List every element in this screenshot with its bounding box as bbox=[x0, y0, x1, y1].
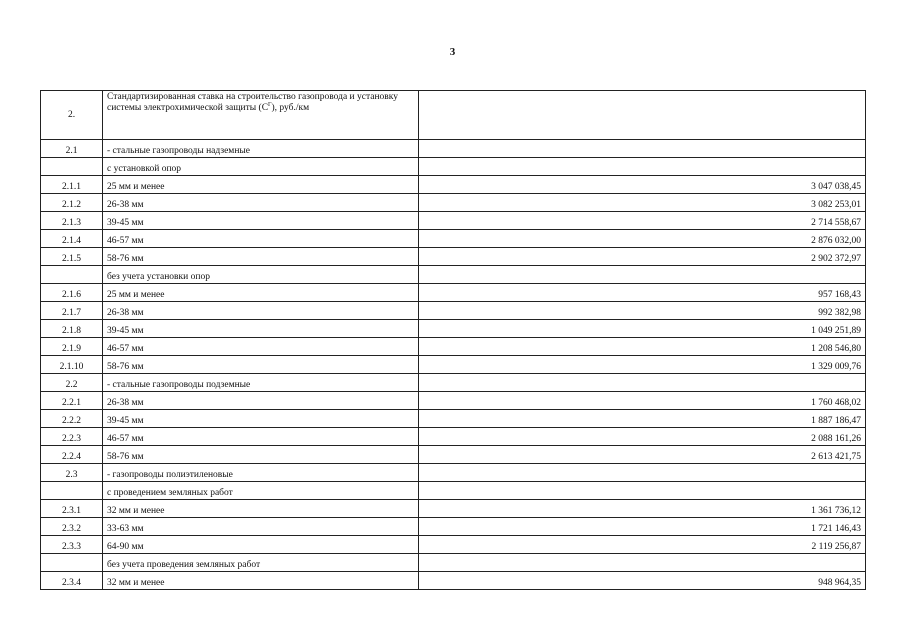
row-rate-value: 1 760 468,02 bbox=[419, 392, 866, 410]
row-rate-value bbox=[419, 554, 866, 572]
row-description: 26-38 мм bbox=[103, 194, 419, 212]
table-row bbox=[41, 230, 866, 248]
row-number: 2.1.2 bbox=[41, 194, 103, 212]
row-number bbox=[41, 158, 103, 176]
row-description: 25 мм и менее bbox=[103, 284, 419, 302]
row-description: 58-76 мм bbox=[103, 356, 419, 374]
row-number: 2.2.3 bbox=[41, 428, 103, 446]
row-rate-value: 948 964,35 bbox=[419, 572, 866, 590]
row-rate-value: 1 887 186,47 bbox=[419, 410, 866, 428]
table-row bbox=[41, 284, 866, 302]
section-header-row bbox=[41, 91, 866, 140]
row-description: 39-45 мм bbox=[103, 320, 419, 338]
row-number: 2.1.6 bbox=[41, 284, 103, 302]
page-number: 3 bbox=[449, 46, 456, 58]
section-value-cell bbox=[419, 91, 866, 140]
row-description: без учета проведения земляных работ bbox=[103, 554, 419, 572]
table-row bbox=[41, 446, 866, 464]
row-number: 2.1.4 bbox=[41, 230, 103, 248]
row-rate-value: 957 168,43 bbox=[419, 284, 866, 302]
row-rate-value: 992 382,98 bbox=[419, 302, 866, 320]
table-row bbox=[41, 410, 866, 428]
row-number bbox=[41, 554, 103, 572]
table-row bbox=[41, 464, 866, 482]
table-row bbox=[41, 356, 866, 374]
row-rate-value: 1 361 736,12 bbox=[419, 500, 866, 518]
row-description: 46-57 мм bbox=[103, 338, 419, 356]
table-row bbox=[41, 302, 866, 320]
row-rate-value bbox=[419, 158, 866, 176]
row-rate-value: 2 714 558,67 bbox=[419, 212, 866, 230]
row-number: 2.3.1 bbox=[41, 500, 103, 518]
table-row bbox=[41, 518, 866, 536]
table-row bbox=[41, 266, 866, 284]
row-rate-value: 2 902 372,97 bbox=[419, 248, 866, 266]
row-rate-value: 3 047 038,45 bbox=[419, 176, 866, 194]
row-rate-value bbox=[419, 374, 866, 392]
row-number: 2.1 bbox=[41, 140, 103, 158]
table-row bbox=[41, 212, 866, 230]
row-number: 2.3.4 bbox=[41, 572, 103, 590]
table-row bbox=[41, 482, 866, 500]
row-description: 32 мм и менее bbox=[103, 500, 419, 518]
row-number: 2.1.10 bbox=[41, 356, 103, 374]
rates-table bbox=[40, 90, 866, 590]
row-number: 2.3 bbox=[41, 464, 103, 482]
table-row bbox=[41, 194, 866, 212]
row-description: 26-38 мм bbox=[103, 302, 419, 320]
table-row bbox=[41, 320, 866, 338]
section-title bbox=[103, 91, 419, 140]
row-description: - стальные газопроводы надземные bbox=[103, 140, 419, 158]
row-number: 2.1.1 bbox=[41, 176, 103, 194]
row-number bbox=[41, 266, 103, 284]
table-row bbox=[41, 428, 866, 446]
table-row bbox=[41, 536, 866, 554]
row-number: 2.2.4 bbox=[41, 446, 103, 464]
section-number: 2. bbox=[41, 91, 103, 140]
table-row bbox=[41, 176, 866, 194]
row-description: 32 мм и менее bbox=[103, 572, 419, 590]
table-row bbox=[41, 392, 866, 410]
row-rate-value: 2 088 161,26 bbox=[419, 428, 866, 446]
row-description: - газопроводы полиэтиленовые bbox=[103, 464, 419, 482]
table-row bbox=[41, 554, 866, 572]
table-row bbox=[41, 572, 866, 590]
row-number: 2.3.2 bbox=[41, 518, 103, 536]
row-description: без учета установки опор bbox=[103, 266, 419, 284]
row-number bbox=[41, 482, 103, 500]
section-title-superscript: Г bbox=[268, 101, 272, 108]
row-rate-value: 1 329 009,76 bbox=[419, 356, 866, 374]
row-description: 39-45 мм bbox=[103, 212, 419, 230]
section-title-text: Стандартизированная ставка на строительство газопровода и установку системы электрохимической защиты (С bbox=[107, 92, 399, 113]
table-row bbox=[41, 338, 866, 356]
row-description: 64-90 мм bbox=[103, 536, 419, 554]
table-row bbox=[41, 248, 866, 266]
row-description: с установкой опор bbox=[103, 158, 419, 176]
row-rate-value bbox=[419, 464, 866, 482]
row-number: 2.1.5 bbox=[41, 248, 103, 266]
row-rate-value bbox=[419, 140, 866, 158]
table-row bbox=[41, 158, 866, 176]
table-row bbox=[41, 140, 866, 158]
row-description: 25 мм и менее bbox=[103, 176, 419, 194]
row-description: 58-76 мм bbox=[103, 446, 419, 464]
row-rate-value: 1 721 146,43 bbox=[419, 518, 866, 536]
row-description: 39-45 мм bbox=[103, 410, 419, 428]
row-number: 2.3.3 bbox=[41, 536, 103, 554]
row-rate-value: 3 082 253,01 bbox=[419, 194, 866, 212]
table-row bbox=[41, 374, 866, 392]
row-number: 2.2.1 bbox=[41, 392, 103, 410]
row-rate-value: 2 119 256,87 bbox=[419, 536, 866, 554]
row-number: 2.1.3 bbox=[41, 212, 103, 230]
row-rate-value: 2 613 421,75 bbox=[419, 446, 866, 464]
row-description: 46-57 мм bbox=[103, 230, 419, 248]
row-description: с проведением земляных работ bbox=[103, 482, 419, 500]
row-description: 58-76 мм bbox=[103, 248, 419, 266]
section-title-unit: ), руб./км bbox=[271, 103, 310, 113]
row-number: 2.1.8 bbox=[41, 320, 103, 338]
table-row bbox=[41, 500, 866, 518]
row-description: 33-63 мм bbox=[103, 518, 419, 536]
rates-table-body bbox=[41, 91, 866, 590]
row-rate-value: 1 208 546,80 bbox=[419, 338, 866, 356]
row-number: 2.1.9 bbox=[41, 338, 103, 356]
row-rate-value: 2 876 032,00 bbox=[419, 230, 866, 248]
row-description: 46-57 мм bbox=[103, 428, 419, 446]
row-description: 26-38 мм bbox=[103, 392, 419, 410]
row-number: 2.2.2 bbox=[41, 410, 103, 428]
row-rate-value: 1 049 251,89 bbox=[419, 320, 866, 338]
row-number: 2.1.7 bbox=[41, 302, 103, 320]
row-rate-value bbox=[419, 266, 866, 284]
row-rate-value bbox=[419, 482, 866, 500]
row-description: - стальные газопроводы подземные bbox=[103, 374, 419, 392]
row-number: 2.2 bbox=[41, 374, 103, 392]
